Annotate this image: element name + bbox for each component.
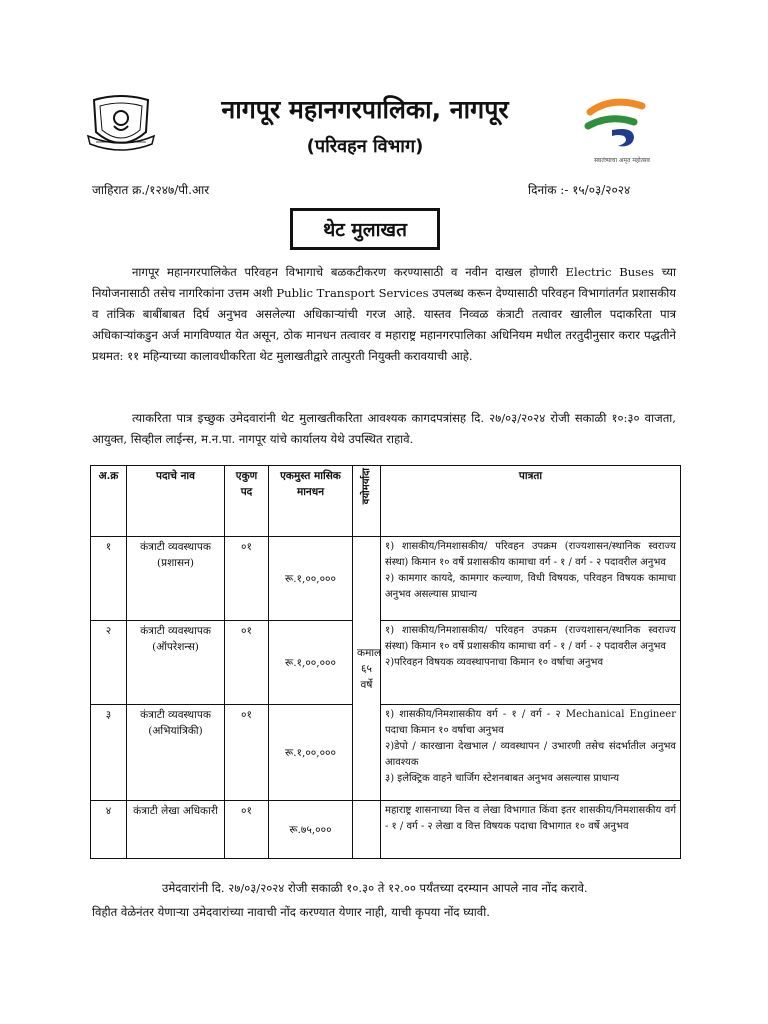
footer-line-1: उमेदवारांनी दि. २७/०३/२०२४ रोजी सकाळी १०.३० ते १२.०० पर्यंतच्या दरम्यान आपले नाव नोंद करावे. <box>162 881 588 895</box>
header-age-text: वयोमर्यादा <box>360 468 372 505</box>
cell-eligibility <box>381 537 681 621</box>
walk-in-interview-heading <box>290 208 440 250</box>
eligibility-item: २)परिवहन विषयक व्यवस्थापनाचा किमान १० वर्षाचा अनुभव <box>385 657 604 668</box>
navy-swirl <box>612 129 634 146</box>
posts-table <box>90 465 681 859</box>
notice-date: दिनांक :- १५/०३/२०२४ <box>528 183 631 197</box>
cell-sr: ३ <box>91 705 127 801</box>
footer-line-2: विहीत वेळेनंतर येणाऱ्या उमेदवारांच्या नावाची नोंद करण्यात येणार नाही, याची कृपया नोंद घ्यावी. <box>92 905 490 919</box>
footer-note <box>92 876 676 924</box>
header-sr: अ.क्र <box>91 466 127 537</box>
advertisement-number: जाहिरात क्र./१२४७/पी.आर <box>92 183 210 197</box>
cell-salary: रू.१,००,००० <box>269 705 353 801</box>
header-eligibility: पात्रता <box>381 466 681 537</box>
eligibility-item: २)डेपो / कारखाना देखभाल / व्यवस्थापन / उभारणी तसेच संदर्भातील अनुभव आवश्यक <box>385 741 676 768</box>
cell-post: कंत्राटी व्यवस्थापक (अभियांत्रिकी) <box>127 705 225 801</box>
cell-eligibility <box>381 705 681 801</box>
cell-post: कंत्राटी व्यवस्थापक (ऑपरेशन्स) <box>127 621 225 705</box>
cell-sr: २ <box>91 621 127 705</box>
header-age <box>353 466 381 537</box>
cell-sr: १ <box>91 537 127 621</box>
eligibility-item: महाराष्ट्र शासनाच्या वित्त व लेखा विभागात किंवा इतर शासकीय/निमशासकीय वर्ग - १ / वर्ग - २ लेखा व वित्त विषयक पदाचा विभागात १० वर्षे अनुभव <box>385 805 676 832</box>
cell-salary: रू.७५,००० <box>269 801 353 859</box>
cell-age-limit: कमाल ६५ वर्षे <box>353 537 381 801</box>
cell-sr: ४ <box>91 801 127 859</box>
cell-age-empty <box>353 801 381 859</box>
cell-post: कंत्राटी लेखा अधिकारी <box>127 801 225 859</box>
table-row <box>91 621 681 705</box>
table-header-row <box>91 466 681 537</box>
cell-count: ०१ <box>225 537 269 621</box>
department-subtitle: (परिवहन विभाग) <box>306 136 424 157</box>
eligibility-item: १) शासकीय/निमशासकीय/ परिवहन उपक्रम (राज्यशासन/स्थानिक स्वराज्य संस्था) किमान १० वर्षे प्रशासकीय कामाचा वर्ग - १ / वर्ग - २ पदावरील अनुभव <box>385 541 676 568</box>
cell-post: कंत्राटी व्यवस्थापक (प्रशासन) <box>127 537 225 621</box>
cell-count: ०१ <box>225 801 269 859</box>
cell-count: ०१ <box>225 621 269 705</box>
nmc-emblem-logo <box>86 92 156 154</box>
eligibility-item: १) शासकीय/निमशासकीय वर्ग - १ / वर्ग - २ Mechanical Engineer पदाचा किमान १० वर्षाचा अनुभव <box>385 709 676 736</box>
eligibility-item: ३) इलेक्ट्रिक वाहने चार्जिग स्टेशनबाबत अनुभव असल्यास प्राधान्य <box>385 773 620 784</box>
header-count: एकुण पद <box>225 466 269 537</box>
eligibility-item: २) कामगार कायदे, कामगार कल्याण, विधी विषयक, परिवहन विषयक कामाचा अनुभव असल्यास प्राधान्य <box>385 573 676 600</box>
azadi-amrit-mahotsav-logo <box>572 92 672 168</box>
header-post: पदाचे नाव <box>127 466 225 537</box>
table-row <box>91 705 681 801</box>
cell-salary: रू.१,००,००० <box>269 621 353 705</box>
logo-caption: स्वातंत्र्याचा अमृत महोत्सव <box>594 157 650 164</box>
cell-eligibility <box>381 621 681 705</box>
header-salary: एकमुस्त मासिक मानधन <box>269 466 353 537</box>
table-row <box>91 537 681 621</box>
intro-paragraph: नागपूर महानगरपालिकेत परिवहन विभागाचे बळकटीकरण करण्यासाठी व नवीन दाखल होणारी Electric Buses च्या नियोजनासाठी तसेच नागरिकांना उत्तम अशी Public Transport Services उपलब्ध करून देण्यासाठी परिवहन विभागांतर्गत प्रशासकीय व तांत्रिक बाबींबाबत दिर्घ अनुभव असलेल्या अधिकाऱ्यांची गरज आहे. यास्तव निव्वळ कंत्राटी तत्वावर खालील पदाकरिता पात्र अधिकाऱ्यांकडुन अर्ज मागविण्यात येत असून, ठोक मानधन तत्वावर व महाराष्ट्र महानगरपालिका अधिनियम मधील तरतुदीनुसार करार पद्धतीने प्रथमत: ११ महिन्याच्या कालावधीकरिता थेट मुलाखतीद्वारे तात्पुरती नियुक्ती करावयाची आहे. <box>92 265 676 363</box>
cell-salary: रू.१,००,००० <box>269 537 353 621</box>
heading-text: थेट मुलाखत <box>323 219 407 241</box>
cell-eligibility <box>381 801 681 859</box>
green-stroke <box>588 119 634 126</box>
instruction-paragraph: त्याकरिता पात्र इच्छुक उमेदवारांनी थेट मुलाखतीकरिता आवश्यक कागदपत्रांसह दि. २७/०३/२०२४ रोजी सकाळी १०:३० वाजता, आयुक्त, सिव्हील लाईन्स, म.न.पा. नागपूर यांचे कार्यालय येथे उपस्थित राहावे. <box>92 411 676 446</box>
page-title: नागपूर महानगरपालिका, नागपूर <box>221 95 509 124</box>
cell-count: ०१ <box>225 705 269 801</box>
eligibility-item: १) शासकीय/निमशासकीय/ परिवहन उपक्रम (राज्यशासन/स्थानिक स्वराज्य संस्था) किमान १० वर्षे प्रशासकीय कामाचा वर्ग - १ / वर्ग - २ पदावरील अनुभव <box>385 625 676 652</box>
saffron-stroke <box>590 102 642 112</box>
table-row <box>91 801 681 859</box>
